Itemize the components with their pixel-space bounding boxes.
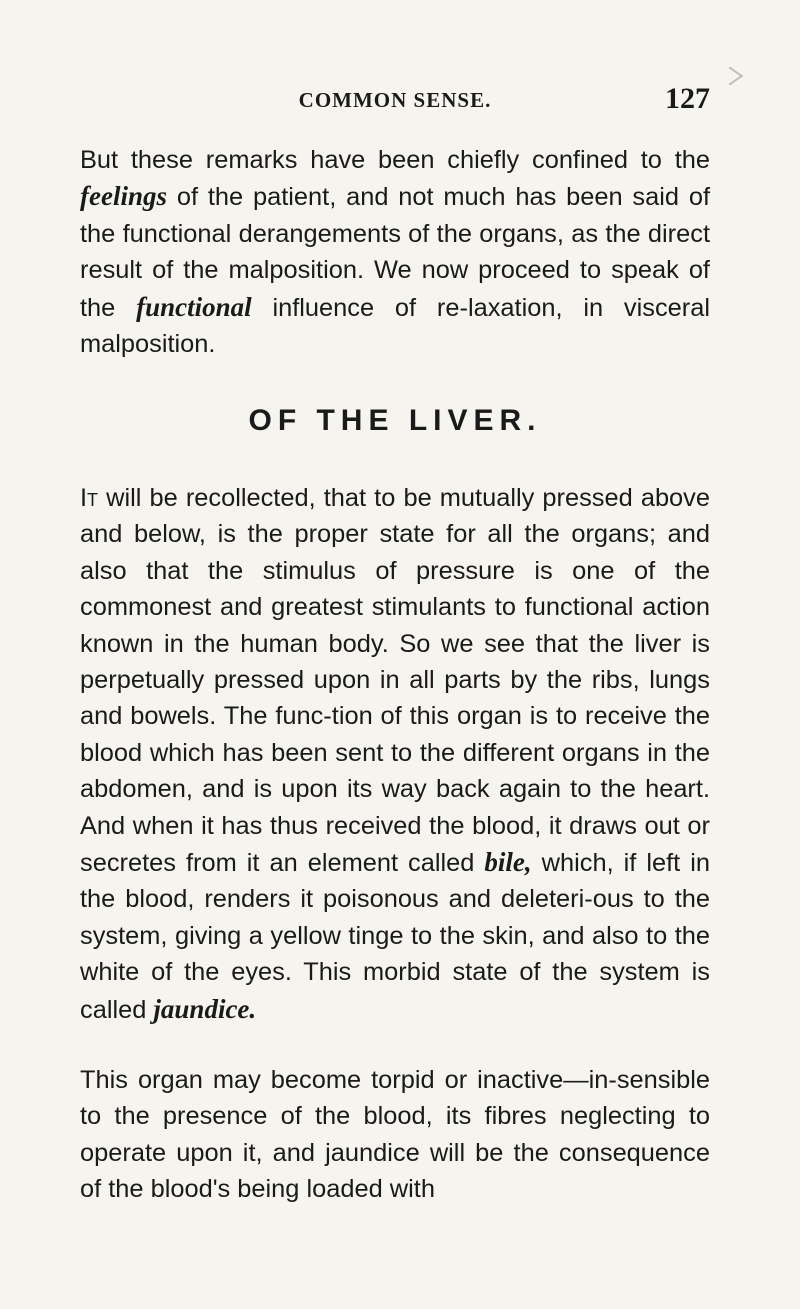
scan-artifact-mark bbox=[717, 67, 744, 86]
paragraph-2-emphasis-bile: bile, bbox=[484, 847, 532, 878]
paragraph-3-text-1: This organ may become torpid or inactive—in-sensible to the presence of the blood, its fibres neglecting to operate upon it, and jaundice will be the consequence of the blood's being loaded with bbox=[80, 1066, 710, 1204]
paragraph-1 bbox=[80, 142, 710, 362]
paragraph-1-emphasis-feelings: feelings bbox=[80, 181, 167, 212]
paragraph-2-lead-word: It bbox=[80, 484, 99, 512]
paragraph-2-text-1: will be recollected, that to be mutually pressed above and below, is the proper state for all the organs; and also that the stimulus of pressure is one of the commonest and greatest stimulants to functional action known in the human body. So we see that the liver is perpetually pressed upon in all parts by the ribs, lungs and bowels. The func-tion of this organ is to receive the blood which has been sent to the different organs in the abdomen, and is upon its way back again to the heart. And when it has thus received the blood, it draws out or secretes from it an element called bbox=[80, 484, 710, 878]
paragraph-1-emphasis-functional: functional bbox=[136, 291, 252, 322]
paragraph-3 bbox=[80, 1062, 710, 1208]
running-head bbox=[80, 82, 710, 118]
page-number: 127 bbox=[665, 82, 710, 115]
paragraph-2-text-2: which, if left in the blood, renders it poisonous and deleteri-ous to the system, giving a yellow tinge to the skin, and also to the white of the eyes. This morbid state of the system is called bbox=[80, 849, 710, 1024]
running-title: COMMON SENSE. bbox=[298, 88, 492, 112]
paragraph-2 bbox=[80, 480, 710, 1028]
paragraph-1-text-1: But these remarks have been chiefly confined to the bbox=[80, 146, 710, 174]
paragraph-2-emphasis-jaundice: jaundice. bbox=[153, 993, 257, 1024]
paragraph-1-text-2: of the patient, and not much has been said of the functional derangements of the organs, as the direct result of the malposition. We now proceed to speak of the bbox=[80, 183, 710, 322]
section-heading: OF THE LIVER. bbox=[248, 404, 542, 437]
paragraph-1-text-3: influence of re-laxation, in visceral malposition. bbox=[80, 293, 710, 359]
